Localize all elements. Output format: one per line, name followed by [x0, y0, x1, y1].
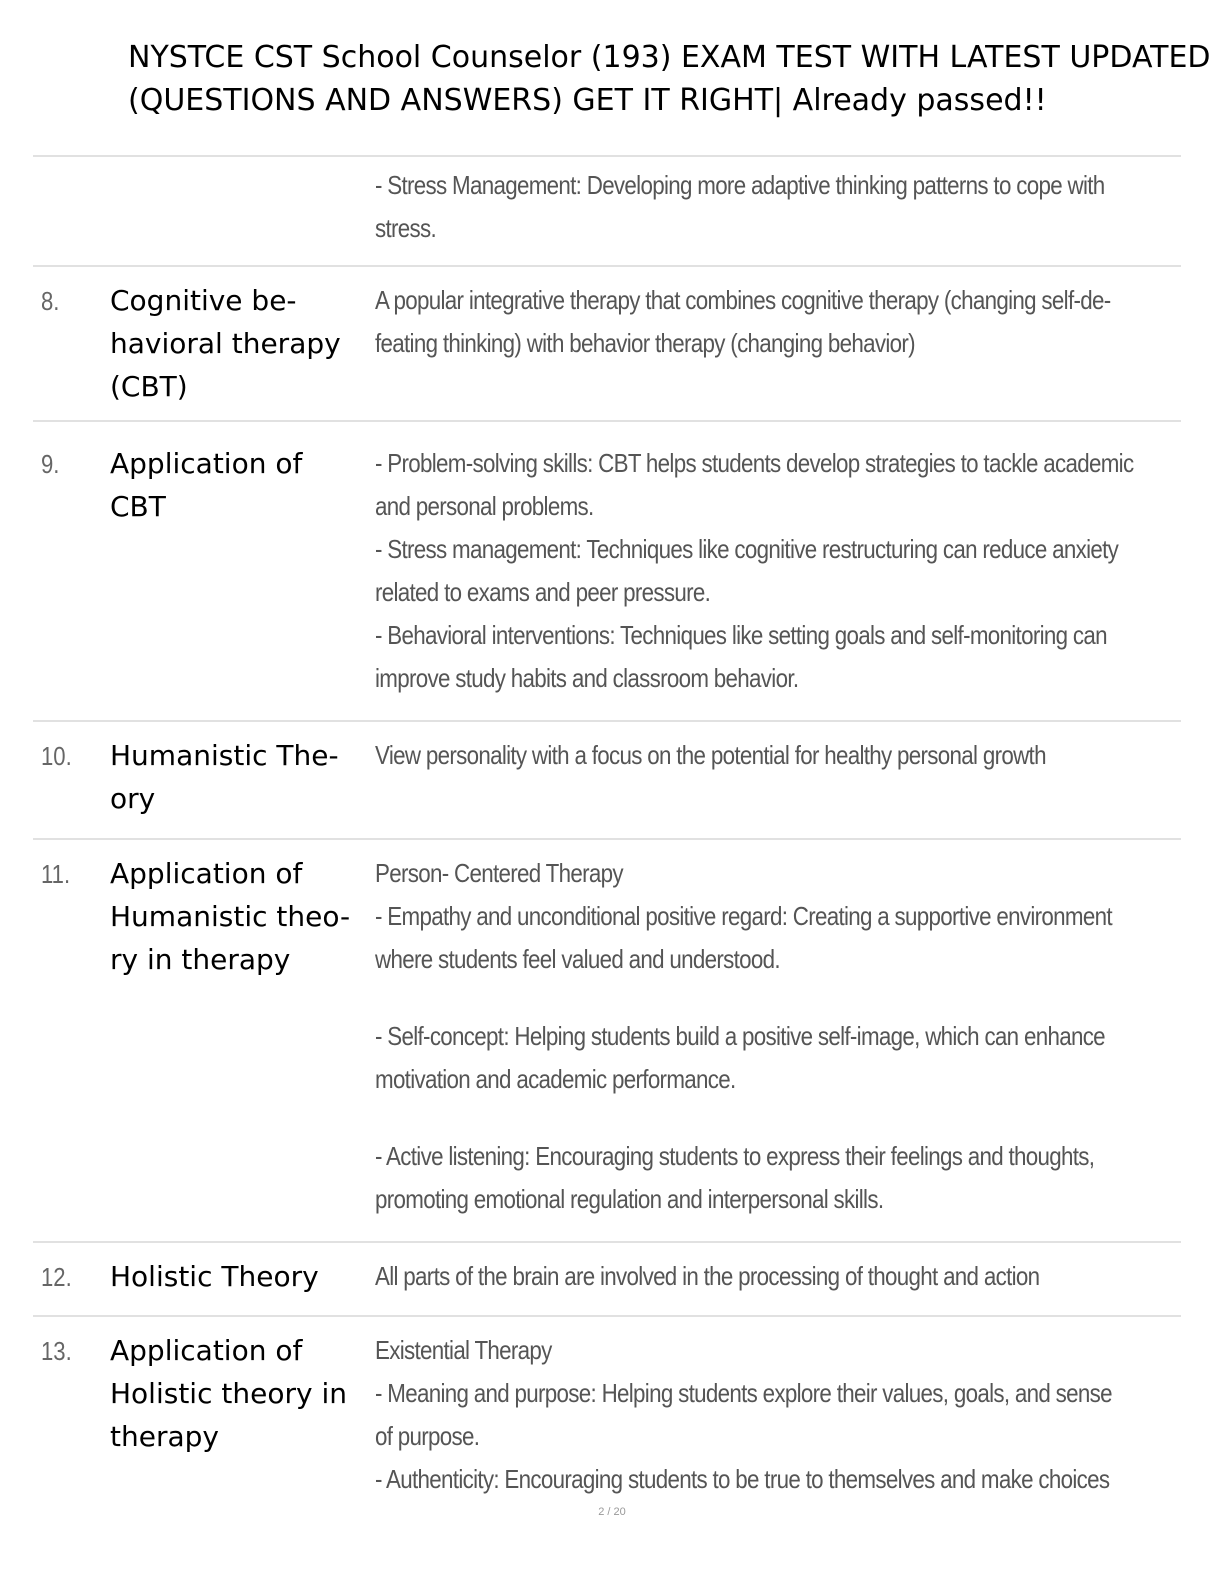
definition-line: - Problem-solving skills: CBT helps students develop strategies to tackle academic [375, 448, 1134, 478]
row-number: 12. [41, 1262, 72, 1292]
term-line: Application of [110, 1334, 303, 1367]
title-line-2: (QUESTIONS AND ANSWERS) GET IT RIGHT| Already passed!! [128, 83, 1047, 118]
row-number: 10. [41, 741, 72, 771]
term [110, 734, 370, 820]
term-line: Holistic theory in [110, 1377, 347, 1410]
term-line: Holistic Theory [110, 1260, 319, 1293]
definition-line: where students feel valued and understood. [375, 944, 780, 974]
term-line: ry in therapy [110, 943, 291, 976]
definition [375, 1255, 1175, 1298]
definition [375, 442, 1175, 700]
table-row [33, 1241, 1181, 1315]
paragraph-gap [375, 981, 1063, 1015]
table-row [33, 265, 1181, 420]
table-row [33, 155, 1181, 265]
definition-line: View personality with a focus on the potential for healthy personal growth [375, 740, 1046, 770]
document-title [128, 36, 1211, 122]
page-indicator: 2 / 20 [598, 1506, 626, 1518]
definition-line: - Stress Management: Developing more adaptive thinking patterns to cope with [375, 170, 1105, 200]
row-number: 13. [41, 1336, 72, 1366]
row-number: 11. [41, 859, 71, 889]
definition-line: related to exams and peer pressure. [375, 577, 711, 607]
definition-line: - Behavioral interventions: Techniques like setting goals and self-monitoring can [375, 620, 1107, 650]
term-line: havioral therapy [110, 327, 341, 360]
table-row [33, 1315, 1181, 1501]
definition [375, 1329, 1175, 1501]
definition-line: motivation and academic performance. [375, 1064, 736, 1094]
term-line: Application of [110, 857, 303, 890]
row-number: 8. [41, 286, 60, 316]
term-line: Humanistic The- [110, 739, 339, 772]
definition-line: - Stress management: Techniques like cognitive restructuring can reduce anxiety [375, 534, 1119, 564]
table-row [33, 720, 1181, 838]
flashcard-table [33, 155, 1181, 1501]
definition [375, 164, 1175, 250]
term-line: (CBT) [110, 370, 188, 403]
definition-line: promoting emotional regulation and interpersonal skills. [375, 1184, 884, 1214]
definition-line: - Empathy and unconditional positive regard: Creating a supportive environment [375, 901, 1112, 931]
definition [375, 279, 1175, 408]
definition-line: Existential Therapy [375, 1335, 552, 1365]
definition-line: stress. [375, 213, 437, 243]
definition-line: and personal problems. [375, 491, 594, 521]
definition-line: improve study habits and classroom behavior. [375, 663, 799, 693]
term-line: Humanistic theo- [110, 900, 351, 933]
definition-line: - Meaning and purpose: Helping students explore their values, goals, and sense [375, 1378, 1112, 1408]
term [110, 279, 370, 408]
term-line: ory [110, 782, 156, 815]
definition-line: of purpose. [375, 1421, 480, 1451]
definition [375, 734, 1175, 820]
definition-line: All parts of the brain are involved in the processing of thought and action [375, 1261, 1040, 1291]
table-row [33, 838, 1181, 1241]
definition-line: feating thinking) with behavior therapy (changing behavior) [375, 328, 915, 358]
paragraph-gap [375, 1101, 1063, 1135]
term [110, 442, 370, 528]
definition-line: - Self-concept: Helping students build a positive self-image, which can enhance [375, 1021, 1105, 1051]
term [110, 1255, 370, 1298]
definition-line: - Authenticity: Encouraging students to be true to themselves and make choices [375, 1464, 1110, 1494]
definition-line: - Active listening: Encouraging students to express their feelings and thoughts, [375, 1141, 1095, 1171]
term [110, 1329, 370, 1458]
row-number: 9. [41, 449, 60, 479]
term-line: Application of [110, 447, 303, 480]
table-row [33, 420, 1181, 720]
term [110, 852, 370, 981]
term-line: therapy [110, 1420, 219, 1453]
term-line: Cognitive be- [110, 284, 297, 317]
term-line: CBT [110, 490, 166, 523]
definition-line: A popular integrative therapy that combines cognitive therapy (changing self-de- [375, 285, 1111, 315]
definition-line: Person- Centered Therapy [375, 858, 623, 888]
title-line-1: NYSTCE CST School Counselor (193) EXAM TEST WITH LATEST UPDATED [128, 40, 1211, 75]
definition [375, 852, 1175, 1221]
